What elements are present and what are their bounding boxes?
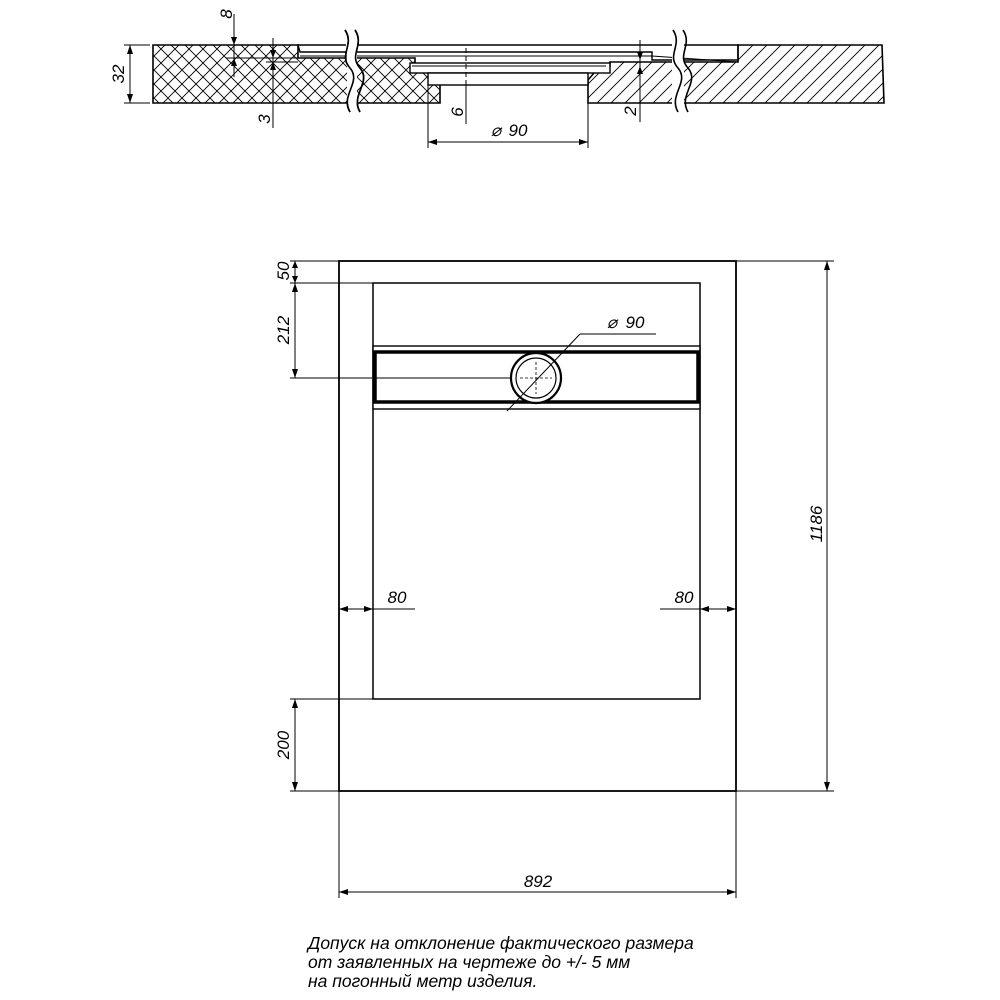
section-drain bbox=[410, 48, 610, 85]
cross-section bbox=[109, 9, 884, 148]
dim-drain-offset-label: 2 bbox=[621, 106, 640, 116]
dim-top-label: 8 bbox=[217, 9, 236, 19]
dim-right-border-label: 80 bbox=[674, 588, 694, 607]
plan-view bbox=[274, 261, 834, 898]
dim-width bbox=[339, 791, 736, 898]
section-left-block bbox=[153, 45, 440, 103]
note-line-1: Допуск на отклонение фактического размера bbox=[308, 933, 694, 953]
drain-circle bbox=[511, 353, 561, 403]
plan-diameter-label: 90 bbox=[625, 313, 645, 332]
dim-drain-depth-label: 6 bbox=[448, 107, 467, 117]
dim-left-border-label: 80 bbox=[387, 588, 407, 607]
dim-drain-diameter-label: 90 bbox=[508, 121, 528, 140]
dim-bottom-border-label: 200 bbox=[274, 730, 293, 760]
note-line-2: от заявленных на чертеже до +/- 5 мм bbox=[308, 952, 631, 972]
dim-height-label: 1186 bbox=[807, 505, 826, 543]
dim-drain-position-label: 212 bbox=[274, 315, 293, 345]
dim-thickness-label: 32 bbox=[109, 64, 128, 84]
dim-drain-depth bbox=[448, 84, 467, 124]
tolerance-note bbox=[308, 934, 868, 991]
plan-diameter-symbol: ⌀ bbox=[606, 313, 618, 332]
note-line-3: на погонный метр изделия. bbox=[308, 971, 538, 991]
dim-top-border-label: 50 bbox=[274, 261, 293, 281]
dim-height bbox=[736, 261, 834, 791]
diameter-symbol: ⌀ bbox=[490, 121, 502, 140]
dim-width-label: 892 bbox=[523, 872, 553, 891]
dim-ledge-label: 3 bbox=[255, 114, 274, 124]
dim-thickness bbox=[109, 45, 150, 103]
